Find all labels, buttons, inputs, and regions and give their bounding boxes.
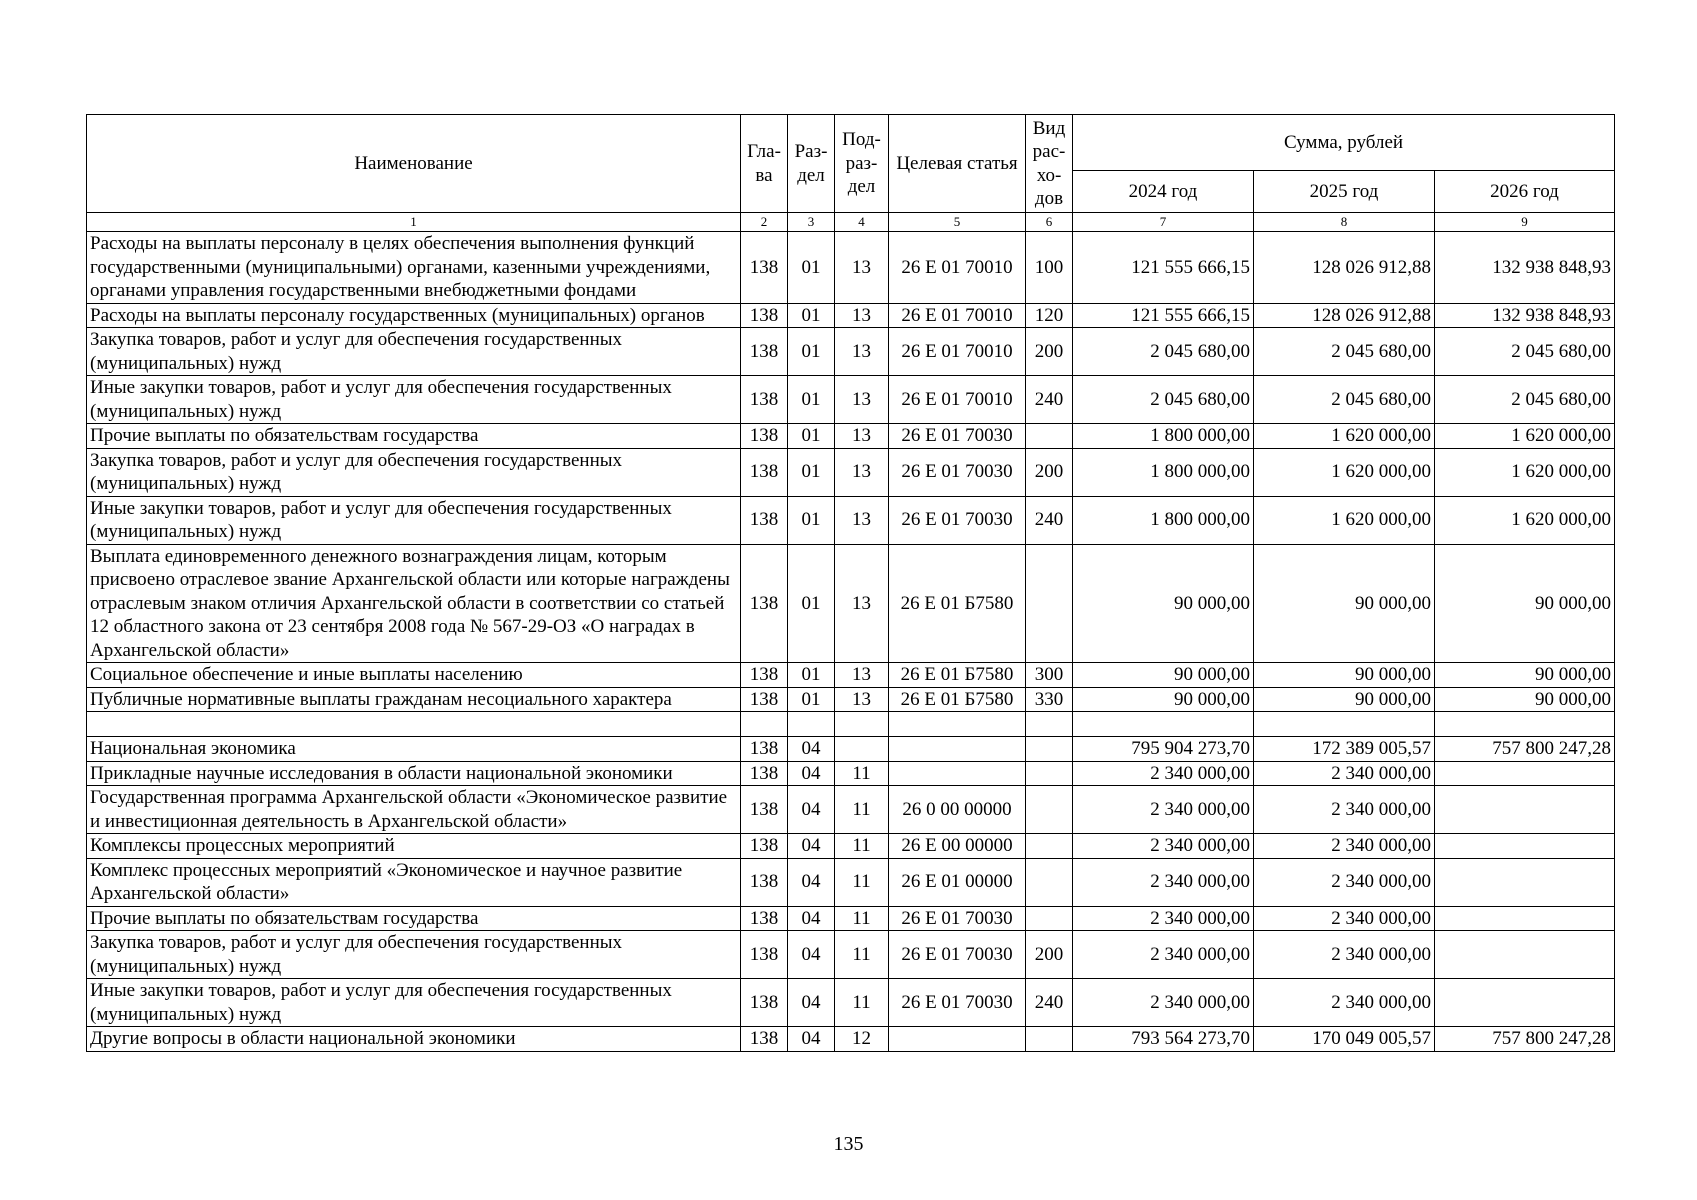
row-chapter: 138 — [741, 858, 788, 906]
row-name: Иные закупки товаров, работ и услуг для обеспечения государственных (муниципальных) нужд — [87, 496, 741, 544]
row-target-article: 26 Е 01 70010 — [889, 376, 1026, 424]
table-row — [87, 303, 1615, 328]
row-chapter: 138 — [741, 496, 788, 544]
row-sum-2026 — [1435, 712, 1615, 737]
row-name: Комплекс процессных мероприятий «Экономическое и научное развитие Архангельской области» — [87, 858, 741, 906]
row-name: Прочие выплаты по обязательствам государства — [87, 906, 741, 931]
table-row — [87, 834, 1615, 859]
row-chapter: 138 — [741, 448, 788, 496]
row-sum-2025: 170 049 005,57 — [1254, 1027, 1435, 1052]
row-chapter: 138 — [741, 737, 788, 762]
row-expense-type — [1026, 858, 1073, 906]
row-chapter: 138 — [741, 376, 788, 424]
row-subsection: 13 — [835, 663, 889, 688]
row-section: 04 — [788, 834, 835, 859]
row-name: Иные закупки товаров, работ и услуг для обеспечения государственных (муниципальных) нужд — [87, 979, 741, 1027]
row-subsection: 13 — [835, 544, 889, 663]
row-subsection: 13 — [835, 496, 889, 544]
table-row — [87, 858, 1615, 906]
row-target-article — [889, 761, 1026, 786]
header-subsection: Под-раз-дел — [835, 115, 889, 213]
row-sum-2025: 1 620 000,00 — [1254, 496, 1435, 544]
row-sum-2024: 90 000,00 — [1073, 663, 1254, 688]
row-subsection — [835, 712, 889, 737]
row-subsection: 12 — [835, 1027, 889, 1052]
row-sum-2025: 90 000,00 — [1254, 544, 1435, 663]
row-target-article: 26 Е 01 70030 — [889, 448, 1026, 496]
row-section: 04 — [788, 931, 835, 979]
row-subsection: 13 — [835, 687, 889, 712]
column-number: 5 — [889, 213, 1026, 232]
row-section: 01 — [788, 544, 835, 663]
row-target-article: 26 0 00 00000 — [889, 786, 1026, 834]
row-section: 01 — [788, 663, 835, 688]
row-chapter: 138 — [741, 979, 788, 1027]
row-expense-type — [1026, 424, 1073, 449]
budget-table — [86, 114, 1615, 1052]
row-section: 01 — [788, 496, 835, 544]
row-subsection: 13 — [835, 232, 889, 304]
row-name: Закупка товаров, работ и услуг для обеспечения государственных (муниципальных) нужд — [87, 931, 741, 979]
row-section: 04 — [788, 786, 835, 834]
row-section: 01 — [788, 232, 835, 304]
row-sum-2024: 90 000,00 — [1073, 544, 1254, 663]
table-row — [87, 376, 1615, 424]
row-name: Прикладные научные исследования в области национальной экономики — [87, 761, 741, 786]
table-row — [87, 496, 1615, 544]
row-sum-2026 — [1435, 906, 1615, 931]
column-number: 7 — [1073, 213, 1254, 232]
row-sum-2024: 121 555 666,15 — [1073, 303, 1254, 328]
row-sum-2024: 1 800 000,00 — [1073, 496, 1254, 544]
row-expense-type — [1026, 761, 1073, 786]
row-name: Комплексы процессных мероприятий — [87, 834, 741, 859]
row-sum-2024: 2 045 680,00 — [1073, 328, 1254, 376]
row-subsection: 11 — [835, 858, 889, 906]
row-subsection: 13 — [835, 303, 889, 328]
row-section: 01 — [788, 448, 835, 496]
column-number: 1 — [87, 213, 741, 232]
row-sum-2024: 1 800 000,00 — [1073, 424, 1254, 449]
row-expense-type — [1026, 906, 1073, 931]
row-sum-2025: 2 340 000,00 — [1254, 858, 1435, 906]
row-subsection: 11 — [835, 834, 889, 859]
row-target-article: 26 Е 01 70010 — [889, 232, 1026, 304]
row-expense-type — [1026, 544, 1073, 663]
row-target-article — [889, 1027, 1026, 1052]
row-subsection: 11 — [835, 761, 889, 786]
row-subsection: 13 — [835, 328, 889, 376]
row-name: Расходы на выплаты персоналу в целях обеспечения выполнения функций государственными (муниципальными) органами, казенными учреждениями, органами управления государственными внебюджетными фондами — [87, 232, 741, 304]
table-row — [87, 448, 1615, 496]
row-sum-2024: 2 340 000,00 — [1073, 858, 1254, 906]
column-number: 2 — [741, 213, 788, 232]
row-name: Публичные нормативные выплаты гражданам несоциального характера — [87, 687, 741, 712]
row-sum-2024: 2 340 000,00 — [1073, 761, 1254, 786]
row-expense-type: 100 — [1026, 232, 1073, 304]
table-body — [87, 232, 1615, 1052]
row-target-article: 26 Е 01 70030 — [889, 496, 1026, 544]
row-sum-2026 — [1435, 761, 1615, 786]
row-section: 04 — [788, 1027, 835, 1052]
row-sum-2024: 2 340 000,00 — [1073, 786, 1254, 834]
row-subsection: 13 — [835, 376, 889, 424]
row-subsection: 13 — [835, 424, 889, 449]
column-number: 8 — [1254, 213, 1435, 232]
table-row — [87, 931, 1615, 979]
table-row — [87, 328, 1615, 376]
row-target-article: 26 Е 00 00000 — [889, 834, 1026, 859]
row-section: 01 — [788, 376, 835, 424]
row-expense-type — [1026, 1027, 1073, 1052]
row-expense-type: 200 — [1026, 931, 1073, 979]
row-chapter: 138 — [741, 544, 788, 663]
table-row — [87, 761, 1615, 786]
column-number: 6 — [1026, 213, 1073, 232]
row-sum-2025: 2 340 000,00 — [1254, 786, 1435, 834]
row-chapter: 138 — [741, 786, 788, 834]
row-sum-2025: 172 389 005,57 — [1254, 737, 1435, 762]
row-sum-2025: 2 045 680,00 — [1254, 328, 1435, 376]
header-target: Целевая статья — [889, 115, 1026, 213]
row-expense-type — [1026, 737, 1073, 762]
row-section: 04 — [788, 858, 835, 906]
row-name: Расходы на выплаты персоналу государственных (муниципальных) органов — [87, 303, 741, 328]
row-sum-2026 — [1435, 786, 1615, 834]
header-year-2026: 2026 год — [1435, 171, 1615, 213]
row-sum-2025: 128 026 912,88 — [1254, 232, 1435, 304]
table-row — [87, 1027, 1615, 1052]
row-target-article: 26 Е 01 Б7580 — [889, 544, 1026, 663]
row-target-article: 26 Е 01 70030 — [889, 906, 1026, 931]
row-chapter: 138 — [741, 328, 788, 376]
header-sum: Сумма, рублей — [1073, 115, 1615, 171]
row-sum-2026 — [1435, 858, 1615, 906]
header-section: Раз-дел — [788, 115, 835, 213]
row-section: 04 — [788, 979, 835, 1027]
row-sum-2026 — [1435, 834, 1615, 859]
table-row — [87, 544, 1615, 663]
row-name: Закупка товаров, работ и услуг для обеспечения государственных (муниципальных) нужд — [87, 328, 741, 376]
row-sum-2025: 2 340 000,00 — [1254, 979, 1435, 1027]
row-chapter: 138 — [741, 906, 788, 931]
row-expense-type — [1026, 786, 1073, 834]
row-target-article: 26 Е 01 Б7580 — [889, 663, 1026, 688]
row-target-article: 26 Е 01 00000 — [889, 858, 1026, 906]
column-number: 4 — [835, 213, 889, 232]
row-chapter: 138 — [741, 232, 788, 304]
row-sum-2026: 132 938 848,93 — [1435, 303, 1615, 328]
header-name: Наименование — [87, 115, 741, 213]
row-section — [788, 712, 835, 737]
row-sum-2026: 132 938 848,93 — [1435, 232, 1615, 304]
row-chapter: 138 — [741, 1027, 788, 1052]
row-section: 01 — [788, 687, 835, 712]
row-sum-2025: 2 045 680,00 — [1254, 376, 1435, 424]
row-sum-2024: 121 555 666,15 — [1073, 232, 1254, 304]
row-sum-2024: 2 340 000,00 — [1073, 931, 1254, 979]
header-year-2024: 2024 год — [1073, 171, 1254, 213]
table-row — [87, 906, 1615, 931]
row-name: Иные закупки товаров, работ и услуг для обеспечения государственных (муниципальных) нужд — [87, 376, 741, 424]
row-target-article: 26 Е 01 70010 — [889, 328, 1026, 376]
row-target-article — [889, 712, 1026, 737]
row-subsection — [835, 737, 889, 762]
row-sum-2026: 90 000,00 — [1435, 663, 1615, 688]
row-sum-2025: 2 340 000,00 — [1254, 906, 1435, 931]
row-sum-2024: 793 564 273,70 — [1073, 1027, 1254, 1052]
row-target-article: 26 Е 01 70030 — [889, 424, 1026, 449]
row-sum-2026: 757 800 247,28 — [1435, 737, 1615, 762]
row-sum-2025: 1 620 000,00 — [1254, 448, 1435, 496]
row-chapter — [741, 712, 788, 737]
row-section: 01 — [788, 424, 835, 449]
row-section: 04 — [788, 906, 835, 931]
row-target-article: 26 Е 01 70010 — [889, 303, 1026, 328]
row-sum-2026 — [1435, 931, 1615, 979]
row-sum-2025: 2 340 000,00 — [1254, 761, 1435, 786]
row-sum-2026: 90 000,00 — [1435, 544, 1615, 663]
row-section: 04 — [788, 737, 835, 762]
row-chapter: 138 — [741, 424, 788, 449]
row-name: Закупка товаров, работ и услуг для обеспечения государственных (муниципальных) нужд — [87, 448, 741, 496]
row-subsection: 11 — [835, 906, 889, 931]
row-chapter: 138 — [741, 834, 788, 859]
column-numbers-row — [87, 213, 1615, 232]
table-row — [87, 663, 1615, 688]
row-sum-2026: 2 045 680,00 — [1435, 328, 1615, 376]
row-sum-2024: 2 340 000,00 — [1073, 979, 1254, 1027]
row-subsection: 11 — [835, 931, 889, 979]
row-name — [87, 712, 741, 737]
row-name: Другие вопросы в области национальной экономики — [87, 1027, 741, 1052]
row-expense-type: 200 — [1026, 328, 1073, 376]
row-chapter: 138 — [741, 687, 788, 712]
row-name: Национальная экономика — [87, 737, 741, 762]
table-row — [87, 979, 1615, 1027]
row-sum-2024: 795 904 273,70 — [1073, 737, 1254, 762]
row-sum-2026: 2 045 680,00 — [1435, 376, 1615, 424]
row-target-article — [889, 737, 1026, 762]
header-expense-type: Вид рас-хо-дов — [1026, 115, 1073, 213]
table-row — [87, 737, 1615, 762]
row-subsection: 11 — [835, 786, 889, 834]
row-expense-type — [1026, 834, 1073, 859]
row-section: 01 — [788, 328, 835, 376]
row-sum-2025: 90 000,00 — [1254, 687, 1435, 712]
row-subsection: 13 — [835, 448, 889, 496]
row-name: Прочие выплаты по обязательствам государства — [87, 424, 741, 449]
row-expense-type — [1026, 712, 1073, 737]
header-chapter: Гла-ва — [741, 115, 788, 213]
row-subsection: 11 — [835, 979, 889, 1027]
row-name: Выплата единовременного денежного вознаграждения лицам, которым присвоено отраслевое звание Архангельской области или которые награждены отраслевым знаком отличия Архангельской области в соответствии со статьей 12 областного закона от 23 сентября 2008 года № 567-29-ОЗ «О наградах в Архангельской области» — [87, 544, 741, 663]
page-number: 135 — [833, 1133, 864, 1155]
table-row — [87, 232, 1615, 304]
row-sum-2024: 1 800 000,00 — [1073, 448, 1254, 496]
column-number: 3 — [788, 213, 835, 232]
row-expense-type: 240 — [1026, 979, 1073, 1027]
row-sum-2024: 2 340 000,00 — [1073, 834, 1254, 859]
row-target-article: 26 Е 01 Б7580 — [889, 687, 1026, 712]
row-sum-2024: 90 000,00 — [1073, 687, 1254, 712]
row-sum-2025: 128 026 912,88 — [1254, 303, 1435, 328]
row-sum-2025: 2 340 000,00 — [1254, 931, 1435, 979]
header-year-2025: 2025 год — [1254, 171, 1435, 213]
row-expense-type: 240 — [1026, 376, 1073, 424]
row-name: Государственная программа Архангельской области «Экономическое развитие и инвестиционная деятельность в Архангельской области» — [87, 786, 741, 834]
column-number: 9 — [1435, 213, 1615, 232]
row-target-article: 26 Е 01 70030 — [889, 931, 1026, 979]
row-sum-2024: 2 340 000,00 — [1073, 906, 1254, 931]
table-row — [87, 424, 1615, 449]
row-chapter: 138 — [741, 931, 788, 979]
row-section: 04 — [788, 761, 835, 786]
table-row — [87, 712, 1615, 737]
row-expense-type: 240 — [1026, 496, 1073, 544]
row-sum-2026: 1 620 000,00 — [1435, 424, 1615, 449]
row-expense-type: 300 — [1026, 663, 1073, 688]
row-sum-2025: 1 620 000,00 — [1254, 424, 1435, 449]
row-expense-type: 200 — [1026, 448, 1073, 496]
table-row — [87, 786, 1615, 834]
row-sum-2024 — [1073, 712, 1254, 737]
row-chapter: 138 — [741, 303, 788, 328]
row-sum-2026 — [1435, 979, 1615, 1027]
row-sum-2026: 1 620 000,00 — [1435, 496, 1615, 544]
row-expense-type: 120 — [1026, 303, 1073, 328]
row-name: Социальное обеспечение и иные выплаты населению — [87, 663, 741, 688]
row-sum-2024: 2 045 680,00 — [1073, 376, 1254, 424]
row-sum-2026: 1 620 000,00 — [1435, 448, 1615, 496]
table-row — [87, 687, 1615, 712]
row-sum-2025: 90 000,00 — [1254, 663, 1435, 688]
row-sum-2026: 90 000,00 — [1435, 687, 1615, 712]
row-sum-2026: 757 800 247,28 — [1435, 1027, 1615, 1052]
row-section: 01 — [788, 303, 835, 328]
row-chapter: 138 — [741, 761, 788, 786]
row-sum-2025 — [1254, 712, 1435, 737]
row-expense-type: 330 — [1026, 687, 1073, 712]
row-chapter: 138 — [741, 663, 788, 688]
row-sum-2025: 2 340 000,00 — [1254, 834, 1435, 859]
row-target-article: 26 Е 01 70030 — [889, 979, 1026, 1027]
